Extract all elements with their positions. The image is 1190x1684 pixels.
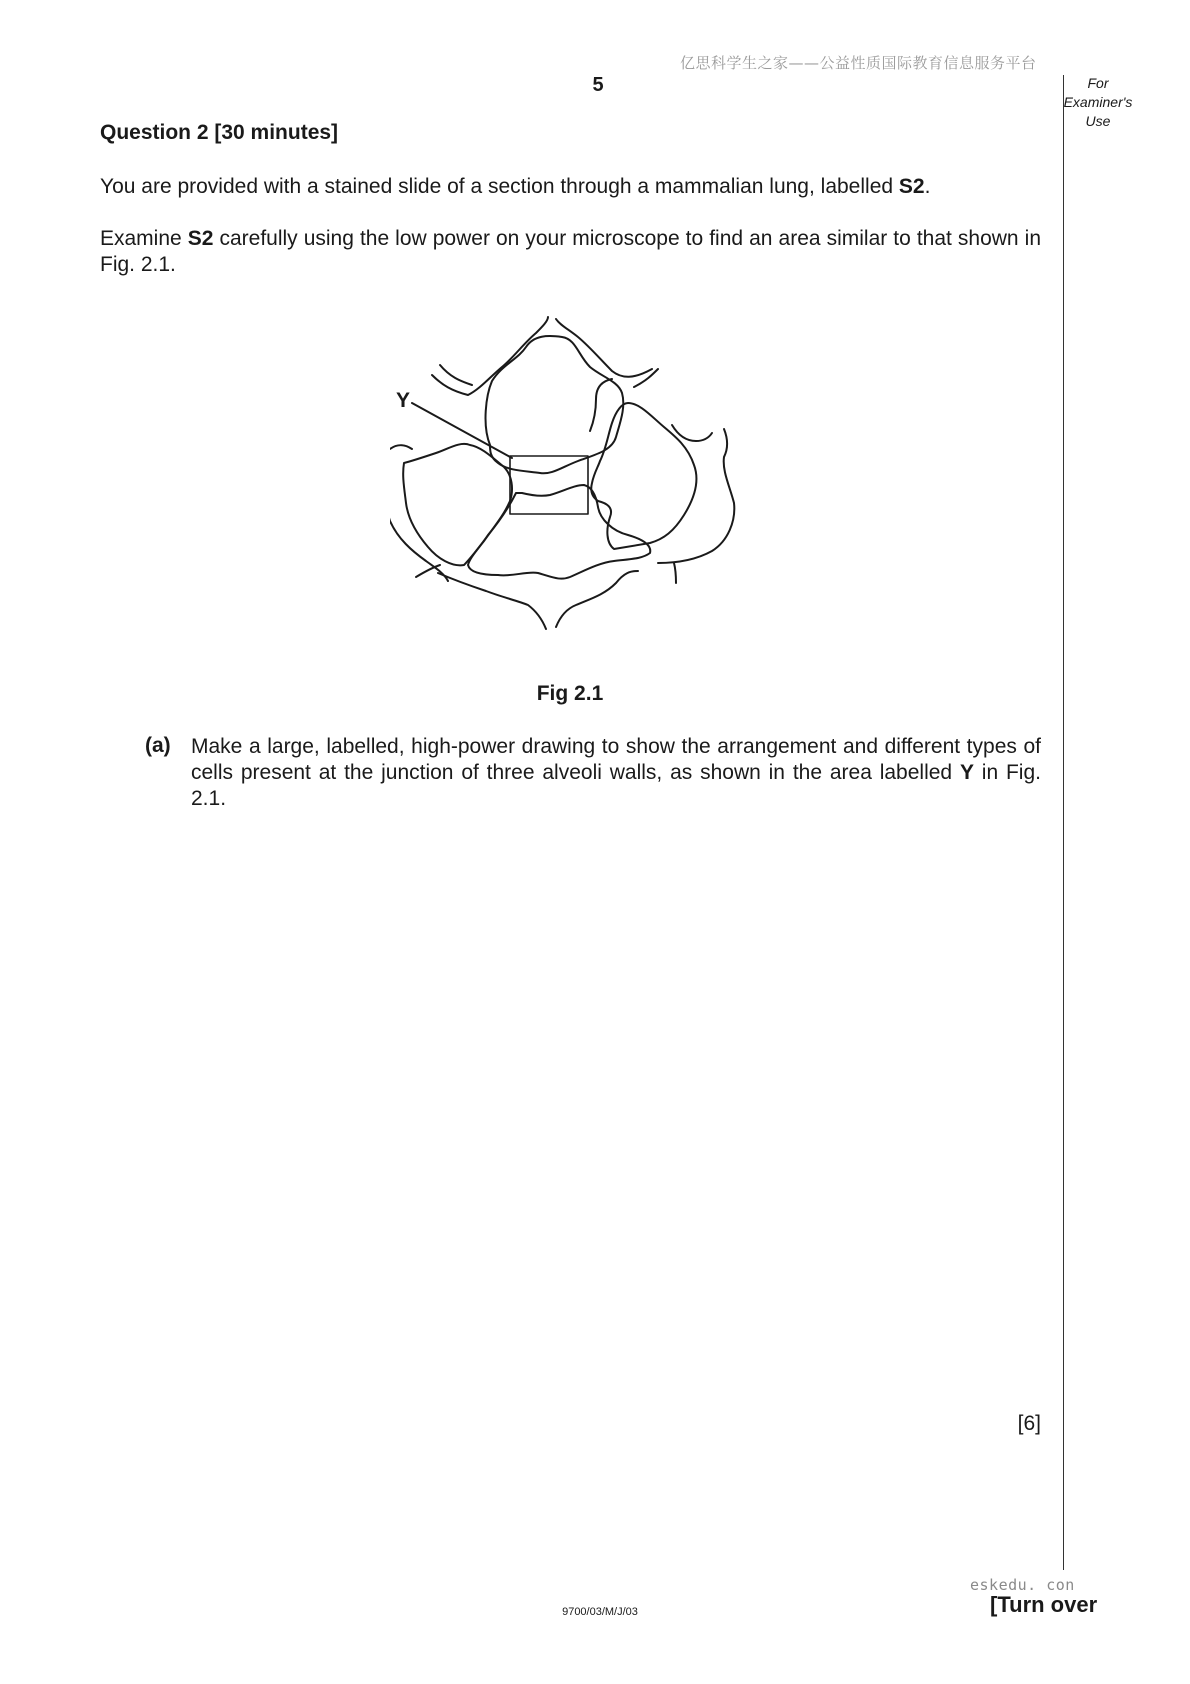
intro-paragraph <box>100 174 1041 200</box>
examiner-label-line: Use <box>1085 113 1111 129</box>
part-a-label: (a) <box>145 734 171 757</box>
intro-text-end: . <box>924 175 931 198</box>
right-alveolus-wall <box>591 403 696 549</box>
part-a-text <box>191 734 1041 812</box>
part-a-instruction: Make a large, labelled, high-power drawing to show the arrangement and different types of cells present at the junction of three alveoli walls, as shown in the area labelled <box>191 735 1041 784</box>
footer-watermark: eskedu. con <box>970 1576 1075 1594</box>
left-outer-stub <box>390 445 412 449</box>
left-outer-wall <box>390 463 448 581</box>
left-bottom-stub <box>416 565 440 577</box>
right-outer-wall <box>658 429 734 563</box>
right-outer-left-wall <box>590 379 612 431</box>
figure-caption: Fig 2.1 <box>536 682 604 705</box>
question-heading: Question 2 [30 minutes] <box>100 121 339 144</box>
slide-label: S2 <box>187 227 214 250</box>
label-y-leader <box>412 403 512 458</box>
turn-over-label: [Turn over <box>990 1592 1098 1617</box>
examiner-use-label <box>1063 74 1133 131</box>
bottom-right-outer-wall <box>556 571 638 627</box>
marks-allocation: [6] <box>1017 1412 1041 1435</box>
examine-text-end: carefully using the low power on your microscope to find an area similar to that shown in Fig. 2.1. <box>100 227 1041 276</box>
bottom-alveolus-wall <box>468 485 650 579</box>
top-left-outer-wall <box>432 317 548 395</box>
junction-box <box>510 456 588 514</box>
examiner-margin-rule <box>1063 75 1064 1570</box>
area-label-ref: Y <box>959 761 974 784</box>
slide-label: S2 <box>898 175 925 198</box>
part-a-instruction-end: in Fig. 2.1. <box>191 761 1041 810</box>
top-left-stub <box>440 365 472 385</box>
right-bottom-stub <box>674 563 676 583</box>
examiner-label-line: Examiner's <box>1063 94 1133 110</box>
header-watermark: 亿思科学生之家——公益性质国际教育信息服务平台 <box>680 54 1037 72</box>
label-y: Y <box>396 389 411 412</box>
intro-text: You are provided with a stained slide of a section through a mammalian lung, labelled <box>100 175 899 198</box>
alveoli-figure <box>390 315 760 650</box>
examine-paragraph <box>100 226 1041 278</box>
examiner-label-line: For <box>1087 75 1109 91</box>
page-number: 5 <box>592 74 604 96</box>
alveoli-diagram <box>390 315 760 650</box>
top-right-outer-wall <box>556 319 652 377</box>
examine-text: Examine <box>100 227 188 250</box>
paper-code: 9700/03/M/J/03 <box>562 1606 638 1618</box>
bottom-left-outer-wall <box>438 573 546 629</box>
